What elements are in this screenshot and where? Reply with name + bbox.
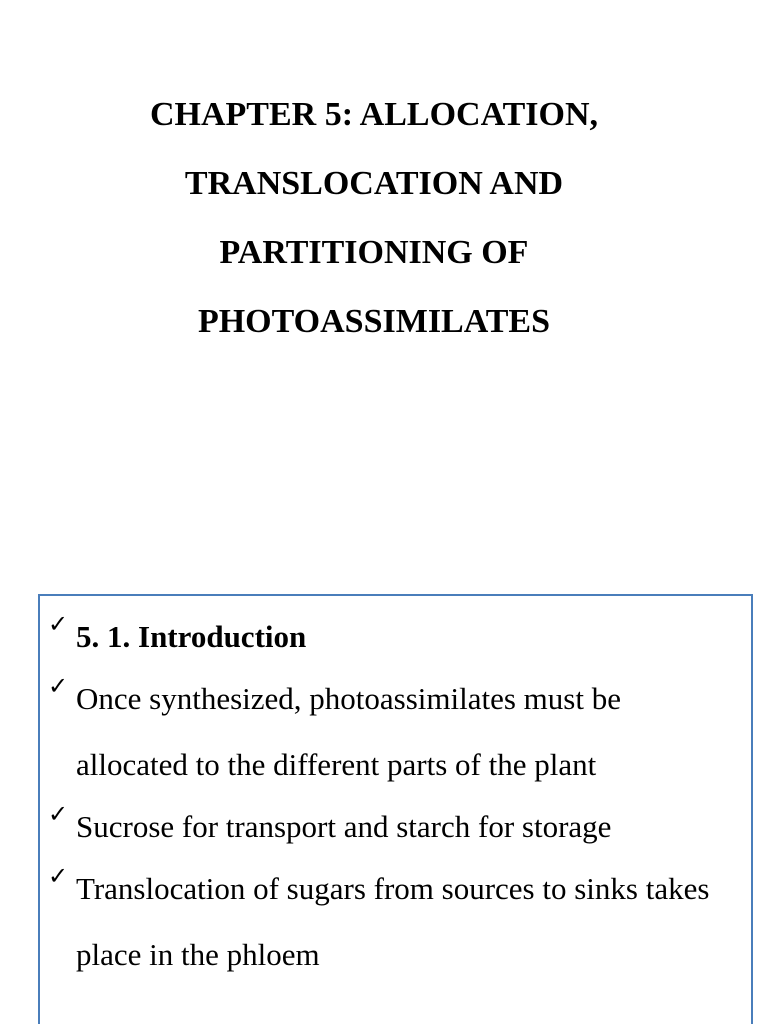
- list-item: [48, 604, 738, 670]
- content-box: [38, 594, 753, 1024]
- section-heading: 5. 1. Introduction: [76, 619, 307, 654]
- check-mark-icon: ✓: [48, 610, 69, 638]
- check-mark-icon: ✓: [48, 672, 69, 700]
- bullet-text: Sucrose for transport and starch for storage: [76, 809, 612, 844]
- chapter-title: [0, 80, 748, 356]
- title-line: PHOTOASSIMILATES: [197, 303, 551, 340]
- title-line: TRANSLOCATION AND: [184, 165, 564, 202]
- bullet-list: [48, 610, 738, 988]
- bullet-text: Translocation of sugars from sources to sinks takes place in the phloem: [76, 871, 710, 972]
- title-line: PARTITIONING OF: [219, 234, 529, 271]
- title-line: CHAPTER 5: ALLOCATION,: [149, 96, 599, 133]
- list-item: [48, 666, 738, 798]
- check-mark-icon: ✓: [48, 800, 69, 828]
- check-mark-icon: ✓: [48, 862, 69, 890]
- list-item: [48, 794, 738, 860]
- bullet-text: Once synthesized, photoassimilates must be allocated to the different parts of the plant: [76, 681, 621, 782]
- list-item: [48, 856, 738, 988]
